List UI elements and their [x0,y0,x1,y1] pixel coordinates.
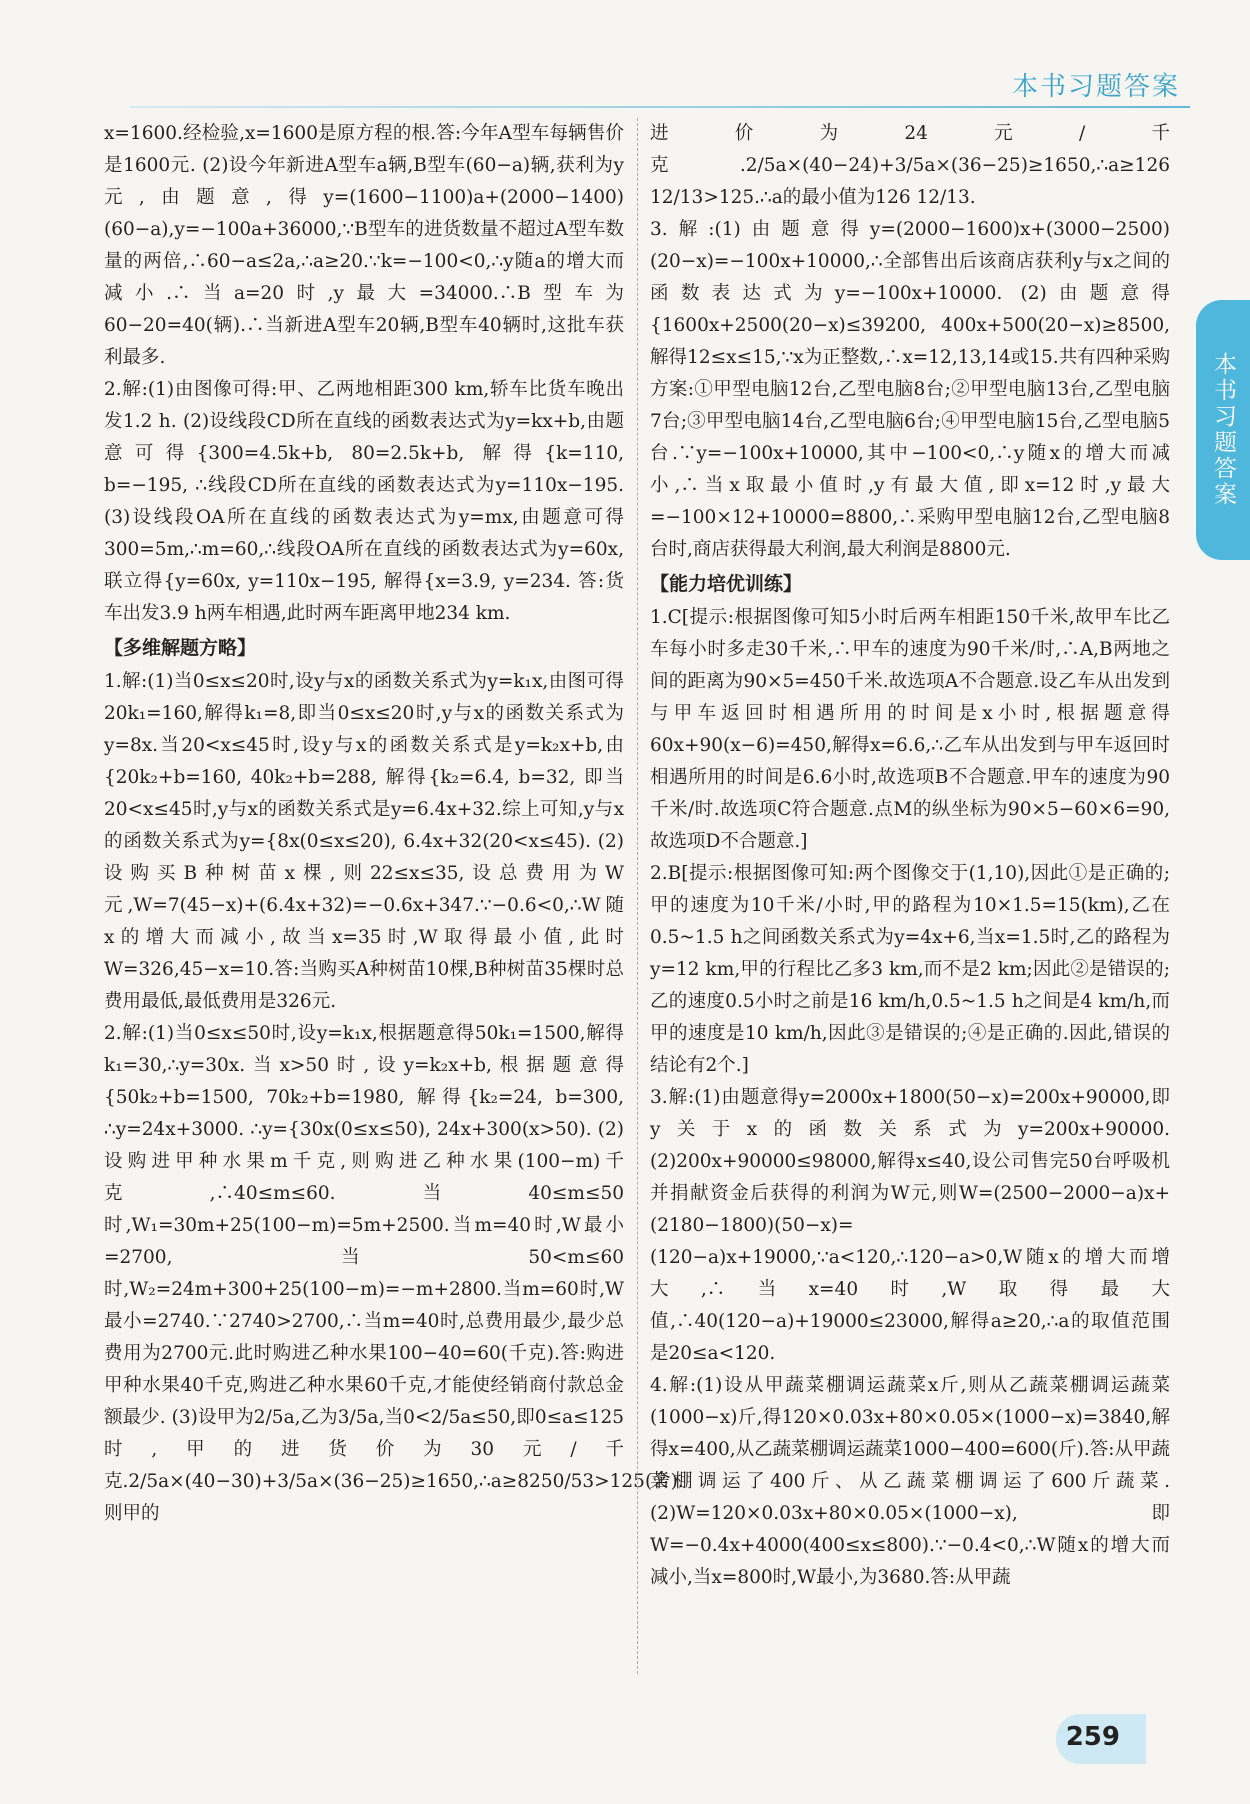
side-tab [1196,300,1250,560]
answer-paragraph: 2.解:(1)当0≤x≤50时,设y=k₁x,根据题意得50k₁=1500,解得k₁=30,∴y=30x.当x>50时,设y=k₂x+b,根据题意得{50k₂+b=1500, 70k₂+b=1980, 解得{k₂=24, b=300, ∴y=24x+3000. ∴y={30x(0≤x≤50), 24x+300(x>50). (2)设购进甲种水果m千克,则购进乙种水果(100−m)千克,∴40≤m≤60.当40≤m≤50时,W₁=30m+25(100−m)=5m+2500.当m=40时,W最小=2700,当50<m≤60时,W₂=24m+300+25(100−m)=−m+2800.当m=60时,W最小=2740.∵2740>2700,∴当m=40时,总费用最少,最少总费用为2700元.此时购进乙种水果100−40=60(千克).答:购进甲种水果40千克,购进乙种水果60千克,才能使经销商付款总金额最少. (3)设甲为2/5a,乙为3/5a,当0<2/5a≤50,即0≤a≤125时,甲的进货价为30元/千克.2/5a×(40−30)+3/5a×(36−25)≥1650,∴a≥8250/53>125(舍).则甲的 [104,1023,684,1524]
answer-paragraph: 1.解:(1)当0≤x≤20时,设y与x的函数关系式为y=k₁x,由图可得20k₁=160,解得k₁=8,即当0≤x≤20时,y与x的函数关系式为y=8x.当20<x≤45时,设y与x的函数关系式是y=k₂x+b,由{20k₂+b=160, 40k₂+b=288, 解得{k₂=6.4, b=32, 即当20<x≤45时,y与x的函数关系式是y=6.4x+32.综上可知,y与x的函数关系式为y={8x(0≤x≤20), 6.4x+32(20<x≤45). (2)设购买B种树苗x棵,则22≤x≤35,设总费用为W元,W=7(45−x)+(6.4x+32)=−0.6x+347.∵−0.6<0,∴W随x的增大而减小,故当x=35时,W取得最小值,此时W=326,45−x=10.答:当购买A种树苗10棵,B种树苗35棵时总费用最低,最低费用是326元. [104,671,624,1012]
column-divider [637,118,638,1674]
header-title: 本书习题答案 [1011,72,1180,102]
answer-paragraph: 3.解:(1)由题意得y=2000x+1800(50−x)=200x+90000,即y关于x的函数关系式为y=200x+90000. (2)200x+90000≤98000,解得x≤40,设公司售完50台呼吸机并捐献资金后获得的利润为W元,则W=(2500−2000−a)x+(2180−1800)(50−x)=(120−a)x+19000,∵a<120,∴120−a>0,W随x的增大而增大,∴当x=40时,W取得最大值,∴40(120−a)+19000≤23000,解得a≥20,∴a的取值范围是20≤a<120. [650,1087,1170,1364]
answer-paragraph: 4.解:(1)设从甲蔬菜棚调运蔬菜x斤,则从乙蔬菜棚调运蔬菜(1000−x)斤,得120×0.03x+80×0.05×(1000−x)=3840,解得x=400,从乙蔬菜棚调运蔬菜1000−400=600(斤).答:从甲蔬菜棚调运了400斤、从乙蔬菜棚调运了600斤蔬菜. (2)W=120×0.03x+80×0.05×(1000−x),即W=−0.4x+4000(400≤x≤800).∵−0.4<0,∴W随x的增大而减小,当x=800时,W最小,为3680.答:从甲蔬 [650,1375,1170,1588]
right-column [650,118,1170,1594]
answer-paragraph: x=1600.经检验,x=1600是原方程的根.答:今年A型车每辆售价是1600元. (2)设今年新进A型车a辆,B型车(60−a)辆,获利为y元,由题意,得y=(1600−1100)a+(2000−1400)(60−a),y=−100a+36000,∵B型车的进货数量不超过A型车数量的两倍,∴60−a≤2a,∴a≥20.∵k=−100<0,∴y随a的增大而减小.∴当a=20时,y最大=34000.∴B型车为60−20=40(辆).∴当新进A型车20辆,B型车40辆时,这批车获利最多. [104,123,624,368]
side-tab-label: 本书习题答案 [1210,352,1236,508]
answer-paragraph: 3.解:(1)由题意得y=(2000−1600)x+(3000−2500)(20−x)=−100x+10000,∴全部售出后该商店获利y与x之间的函数表达式为y=−100x+10000. (2)由题意得{1600x+2500(20−x)≤39200, 400x+500(20−x)≥8500, 解得12≤x≤15,∵x为正整数,∴x=12,13,14或15.共有四种采购方案:①甲型电脑12台,乙型电脑8台;②甲型电脑13台,乙型电脑7台;③甲型电脑14台,乙型电脑6台;④甲型电脑15台,乙型电脑5台.∵y=−100x+10000,其中−100<0,∴y随x的增大而减小,∴当x取最小值时,y有最大值,即x=12时,y最大=−100×12+10000=8800,∴采购甲型电脑12台,乙型电脑8台时,商店获得最大利润,最大利润是8800元. [650,219,1170,560]
page-number: 259 [1065,1722,1120,1752]
section-heading: 【多维解题方略】 [104,637,257,659]
section-heading: 【能力培优训练】 [650,573,803,595]
left-column [104,118,684,1530]
answer-paragraph: 2.解:(1)由图像可得:甲、乙两地相距300 km,轿车比货车晚出发1.2 h. (2)设线段CD所在直线的函数表达式为y=kx+b,由题意可得{300=4.5k+b, 80=2.5k+b, 解得{k=110, b=−195, ∴线段CD所在直线的函数表达式为y=110x−195. (3)设线段OA所在直线的函数表达式为y=mx,由题意可得300=5m,∴m=60,∴线段OA所在直线的函数表达式为y=60x,联立得{y=60x, y=110x−195, 解得{x=3.9, y=234. 答:货车出发3.9 h两车相遇,此时两车距离甲地234 km. [104,379,624,624]
answer-paragraph: 1.C[提示:根据图像可知5小时后两车相距150千米,故甲车比乙车每小时多走30千米,∴甲车的速度为90千米/时,∴A,B两地之间的距离为90×5=450千米.故选项A不合题意.设乙车从出发到与甲车返回时相遇所用的时间是x小时,根据题意得60x+90(x−6)=450,解得x=6.6,∴乙车从出发到与甲车返回时相遇所用的时间是6.6小时,故选项B不合题意.甲车的速度为90千米/时.故选项C符合题意.点M的纵坐标为90×5−60×6=90,故选项D不合题意.] [650,607,1170,852]
answer-paragraph: 2.B[提示:根据图像可知:两个图像交于(1,10),因此①是正确的;甲的速度为10千米/小时,甲的路程为10×1.5=15(km),乙在0.5~1.5 h之间函数关系式为y=4x+6,当x=1.5时,乙的路程为y=12 km,甲的行程比乙多3 km,而不是2 km;因此②是错误的;乙的速度0.5小时之前是16 km/h,0.5~1.5 h之间是4 km/h,而甲的速度是10 km/h,因此③是错误的;④是正确的.因此,错误的结论有2个.] [650,863,1170,1076]
header-rule [130,106,1190,108]
answer-paragraph: 进价为24元/千克.2/5a×(40−24)+3/5a×(36−25)≥1650,∴a≥126 12/13>125.∴a的最小值为126 12/13. [650,123,1170,208]
